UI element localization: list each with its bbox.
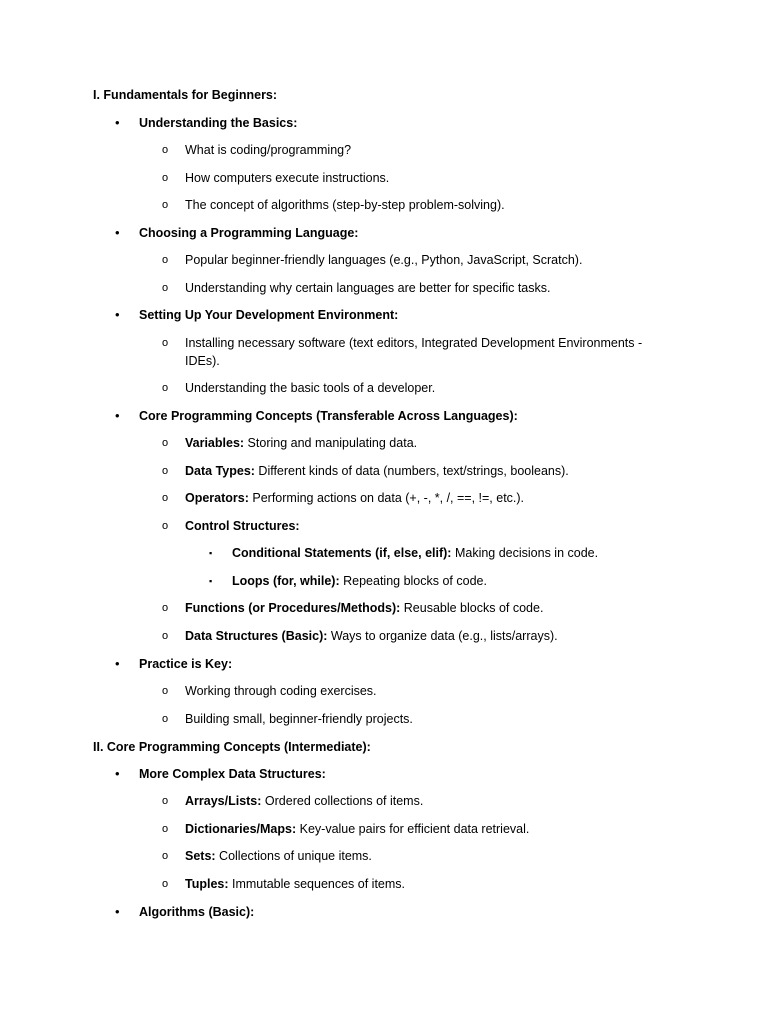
list-item-title: Algorithms (Basic): — [139, 905, 255, 919]
definition: Ways to organize data (e.g., lists/arrays). — [327, 629, 558, 643]
sub-marker: o — [162, 602, 169, 614]
bullet-marker: • — [115, 656, 120, 671]
list-item: What is coding/programming? — [185, 143, 352, 157]
term: Sets: — [185, 849, 216, 863]
sub-marker: o — [162, 685, 169, 697]
sub-marker: o — [162, 492, 169, 504]
term: Arrays/Lists: — [185, 794, 262, 808]
definition: Making decisions in code. — [451, 546, 599, 560]
list-item — [185, 847, 372, 865]
sub-marker: o — [162, 878, 169, 890]
bullet-marker: • — [115, 904, 120, 919]
square-marker: ▪ — [209, 548, 213, 558]
list-item-title: More Complex Data Structures: — [139, 767, 326, 781]
definition: Different kinds of data (numbers, text/strings, booleans). — [254, 464, 569, 478]
term: Dictionaries/Maps: — [185, 822, 297, 836]
term: Data Types: — [185, 464, 255, 478]
sub-marker: o — [162, 520, 169, 532]
term: Data Structures (Basic): — [185, 629, 328, 643]
term: Variables: — [185, 436, 245, 450]
term: Control Structures: — [185, 519, 300, 533]
sub-marker: o — [162, 713, 169, 725]
list-item: Working through coding exercises. — [185, 684, 377, 698]
definition: Key-value pairs for efficient data retrieval. — [296, 822, 530, 836]
sub-marker: o — [162, 437, 169, 449]
definition: Reusable blocks of code. — [400, 601, 544, 615]
list-item-title: Practice is Key: — [139, 657, 233, 671]
list-item: How computers execute instructions. — [185, 171, 390, 185]
list-item — [232, 544, 598, 562]
list-item: Understanding the basic tools of a developer. — [185, 381, 436, 395]
list-item: Building small, beginner-friendly projects. — [185, 712, 413, 726]
list-item-title: Setting Up Your Development Environment: — [139, 308, 399, 322]
list-item — [185, 489, 524, 507]
bullet-marker: • — [115, 115, 120, 130]
list-item-title: Understanding the Basics: — [139, 116, 298, 130]
term: Tuples: — [185, 877, 229, 891]
definition: Collections of unique items. — [215, 849, 372, 863]
list-item — [185, 627, 558, 645]
sub-marker: o — [162, 254, 169, 266]
sub-marker: o — [162, 199, 169, 211]
definition: Storing and manipulating data. — [244, 436, 418, 450]
definition: Immutable sequences of items. — [228, 877, 406, 891]
bullet-marker: • — [115, 766, 120, 781]
list-item — [185, 820, 529, 838]
sub-marker: o — [162, 795, 169, 807]
list-item: Installing necessary software (text editors, Integrated Development Environments - IDEs). — [185, 336, 643, 368]
list-item — [185, 875, 405, 893]
term: Operators: — [185, 491, 249, 505]
definition: Repeating blocks of code. — [339, 574, 487, 588]
definition: Ordered collections of items. — [261, 794, 424, 808]
term: Functions (or Procedures/Methods): — [185, 601, 401, 615]
sub-marker: o — [162, 823, 169, 835]
list-item — [185, 792, 423, 810]
sub-marker: o — [162, 465, 169, 477]
list-item: Understanding why certain languages are better for specific tasks. — [185, 281, 551, 295]
list-item — [232, 572, 487, 590]
sub-marker: o — [162, 282, 169, 294]
list-item — [185, 599, 543, 617]
bullet-marker: • — [115, 307, 120, 322]
section-heading: I. Fundamentals for Beginners: — [93, 88, 278, 102]
list-item-title: Choosing a Programming Language: — [139, 226, 359, 240]
bullet-marker: • — [115, 408, 120, 423]
list-item-title: Core Programming Concepts (Transferable Across Languages): — [139, 409, 518, 423]
sub-marker: o — [162, 172, 169, 184]
sub-marker: o — [162, 850, 169, 862]
sub-marker: o — [162, 382, 169, 394]
section-heading: II. Core Programming Concepts (Intermediate): — [93, 740, 371, 754]
list-item — [185, 517, 300, 535]
square-marker: ▪ — [209, 576, 213, 586]
list-item — [185, 434, 417, 452]
bullet-marker: • — [115, 225, 120, 240]
list-item — [185, 462, 569, 480]
list-item: Popular beginner-friendly languages (e.g., Python, JavaScript, Scratch). — [185, 253, 583, 267]
sub-marker: o — [162, 337, 169, 349]
sub-marker: o — [162, 630, 169, 642]
list-item: The concept of algorithms (step-by-step problem-solving). — [185, 198, 505, 212]
sub-marker: o — [162, 144, 169, 156]
definition: Performing actions on data (+, -, *, /, ==, !=, etc.). — [248, 491, 525, 505]
term: Loops (for, while): — [232, 574, 340, 588]
term: Conditional Statements (if, else, elif): — [232, 546, 452, 560]
